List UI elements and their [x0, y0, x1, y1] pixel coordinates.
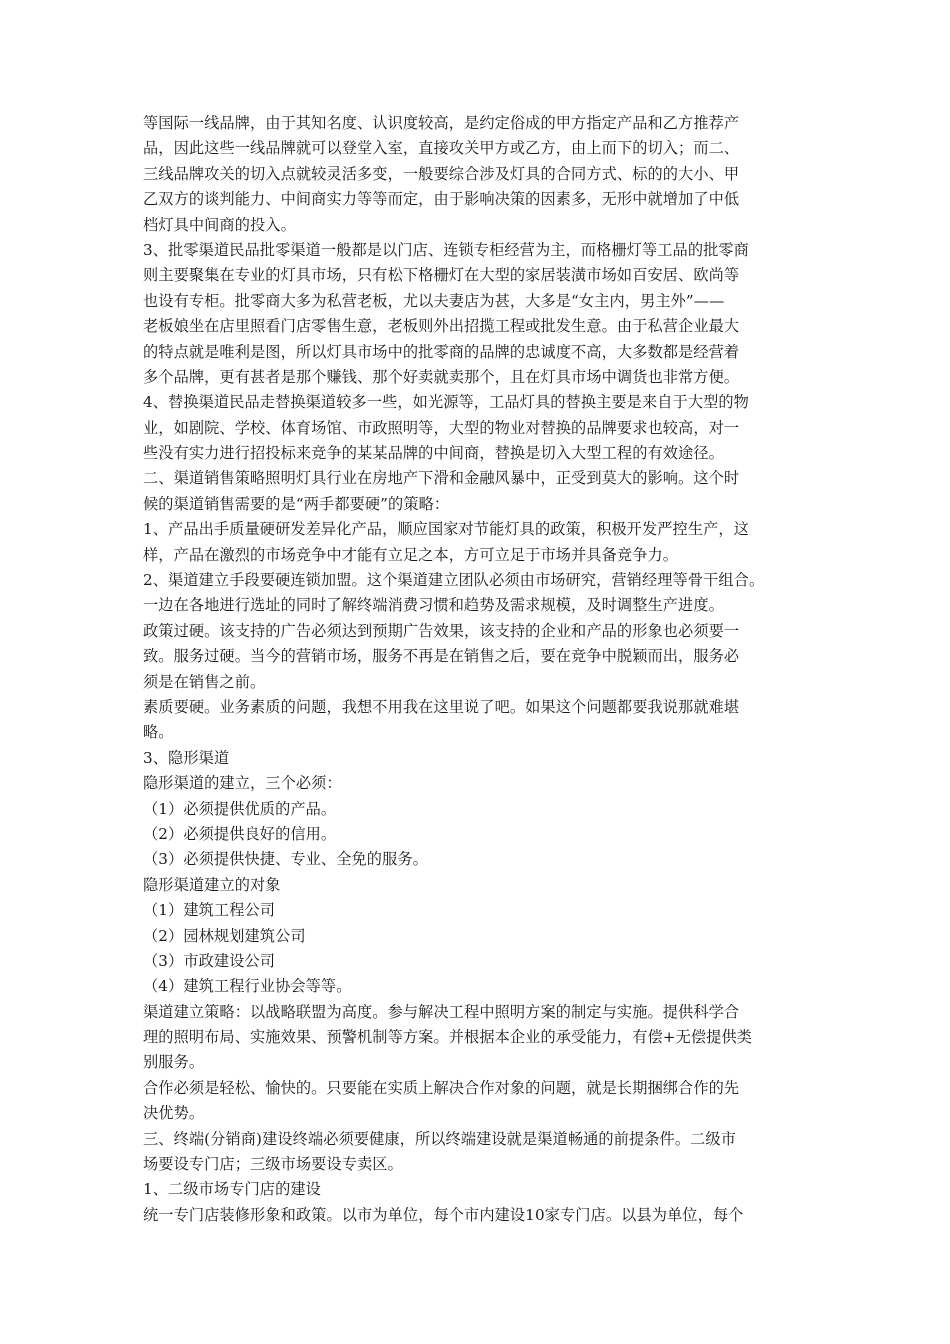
text-line: （3）市政建设公司 [143, 951, 276, 970]
text-line: 理的照明布局、实施效果、预警机制等方案。并根据本企业的承受能力，有偿+无偿提供类 [143, 1028, 753, 1047]
text-line: （2）必须提供良好的信用。 [143, 824, 337, 843]
document-body [143, 111, 823, 1228]
text-line: 候的渠道销售需要的是“两手都要硬”的策略： [143, 494, 450, 513]
text-line: 3、隐形渠道 [143, 748, 230, 767]
text-line: 别服务。 [143, 1053, 205, 1072]
text-line: 乙双方的谈判能力、中间商实力等等而定，由于影响决策的因素多，无形中就增加了中低 [143, 190, 740, 209]
text-line: 隐形渠道的建立，三个必须： [143, 774, 342, 793]
text-line: （1）必须提供优质的产品。 [143, 799, 337, 818]
text-line: 三线品牌攻关的切入点就较灵活多变，一般要综合涉及灯具的合同方式、标的的大小、甲 [143, 164, 740, 183]
text-line: （2）园林规划建筑公司 [143, 926, 306, 945]
text-line: （1）建筑工程公司 [143, 901, 276, 920]
text-line: 4、替换渠道民品走替换渠道较多一些，如光源等，工品灯具的替换主要是来自于大型的物 [143, 393, 749, 412]
text-line: 业，如剧院、学校、体育场馆、市政照明等，大型的物业对替换的品牌要求也较高，对一 [143, 418, 740, 437]
text-line: 也设有专柜。批零商大多为私营老板，尤以夫妻店为甚，大多是“女主内，男主外”—— [143, 291, 725, 310]
text-line: 样，产品在激烈的市场竞争中才能有立足之本，方可立足于市场并具备竞争力。 [143, 545, 679, 564]
text-line: 渠道建立策略：以战略联盟为高度。参与解决工程中照明方案的制定与实施。提供科学合 [143, 1002, 740, 1021]
text-line: 合作必须是轻松、愉快的。只要能在实质上解决合作对象的问题，就是长期捆绑合作的先 [143, 1078, 740, 1097]
text-line: 1、产品出手质量硬研发差异化产品，顺应国家对节能灯具的政策，积极开发严控生产，这 [143, 520, 749, 539]
text-line: 多个品牌，更有甚者是那个赚钱、那个好卖就卖那个，且在灯具市场中调货也非常方便。 [143, 367, 740, 386]
text-line: 致。服务过硬。当今的营销市场，服务不再是在销售之后，要在竞争中脱颖而出，服务必 [143, 647, 740, 666]
text-line: 品，因此这些一线品牌就可以登堂入室，直接攻关甲方或乙方，由上而下的切入；而二、 [143, 139, 740, 158]
text-line: 略。 [143, 723, 174, 742]
text-line: 隐形渠道建立的对象 [143, 875, 281, 894]
text-line: 一边在各地进行选址的同时了解终端消费习惯和趋势及需求规模，及时调整生产进度。 [143, 596, 724, 615]
text-line: 三、终端(分销商)建设终端必须要健康，所以终端建设就是渠道畅通的前提条件。二级市 [143, 1129, 736, 1148]
text-line: 等国际一线品牌，由于其知名度、认识度较高，是约定俗成的甲方指定产品和乙方推荐产 [143, 114, 740, 132]
text-line: 须是在销售之前。 [143, 672, 266, 691]
text-line: 决优势。 [143, 1104, 205, 1123]
text-line: 1、二级市场专门店的建设 [143, 1180, 321, 1199]
text-line: （4）建筑工程行业协会等等。 [143, 977, 352, 996]
text-line: 政策过硬。该支持的广告必须达到预期广告效果，该支持的企业和产品的形象也必须要一 [143, 621, 740, 640]
text-line: 场要设专门店；三级市场要设专卖区。 [143, 1155, 403, 1174]
text-line: 素质要硬。业务素质的问题，我想不用我在这里说了吧。如果这个问题都要我说那就难堪 [143, 697, 740, 716]
text-line: 2、渠道建立手段要硬连锁加盟。这个渠道建立团队必须由市场研究，营销经理等骨干组合。 [143, 571, 765, 590]
text-line: 3、批零渠道民品批零渠道一般都是以门店、连锁专柜经营为主，而格栅灯等工品的批零商 [143, 240, 749, 259]
text-line: （3）必须提供快捷、专业、全免的服务。 [143, 850, 428, 869]
text-line: 统一专门店装修形象和政策。以市为单位，每个市内建设10家专门店。以县为单位，每个 [143, 1205, 744, 1224]
text-line: 档灯具中间商的投入。 [143, 215, 296, 234]
text-line: 的特点就是唯利是图，所以灯具市场中的批零商的品牌的忠诚度不高，大多数都是经营着 [143, 342, 740, 361]
text-line: 些没有实力进行招投标来竞争的某某品牌的中间商，替换是切入大型工程的有效途径。 [143, 444, 724, 463]
text-line: 则主要聚集在专业的灯具市场，只有松下格栅灯在大型的家居装潢市场如百安居、欧尚等 [143, 266, 740, 285]
text-line: 老板娘坐在店里照看门店零售生意，老板则外出招揽工程或批发生意。由于私营企业最大 [143, 317, 740, 336]
text-line: 二、渠道销售策略照明灯具行业在房地产下滑和金融风暴中，正受到莫大的影响。这个时 [143, 469, 740, 488]
